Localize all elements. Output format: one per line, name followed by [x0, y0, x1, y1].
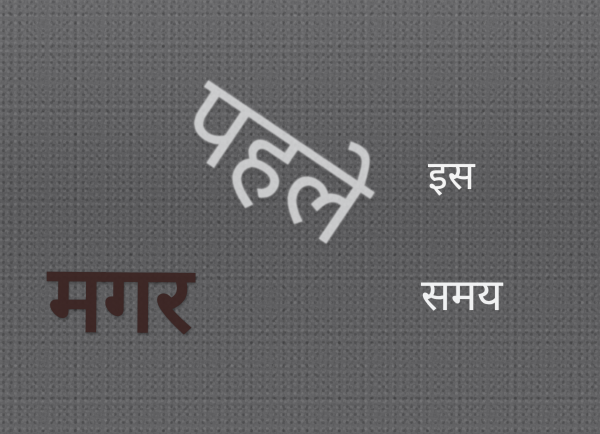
painted-word-magar: मगर [47, 245, 193, 354]
painted-word-is: इस [428, 153, 475, 199]
painted-word-pehle: पहले [154, 52, 393, 272]
painted-word-samay: समय [421, 270, 503, 321]
